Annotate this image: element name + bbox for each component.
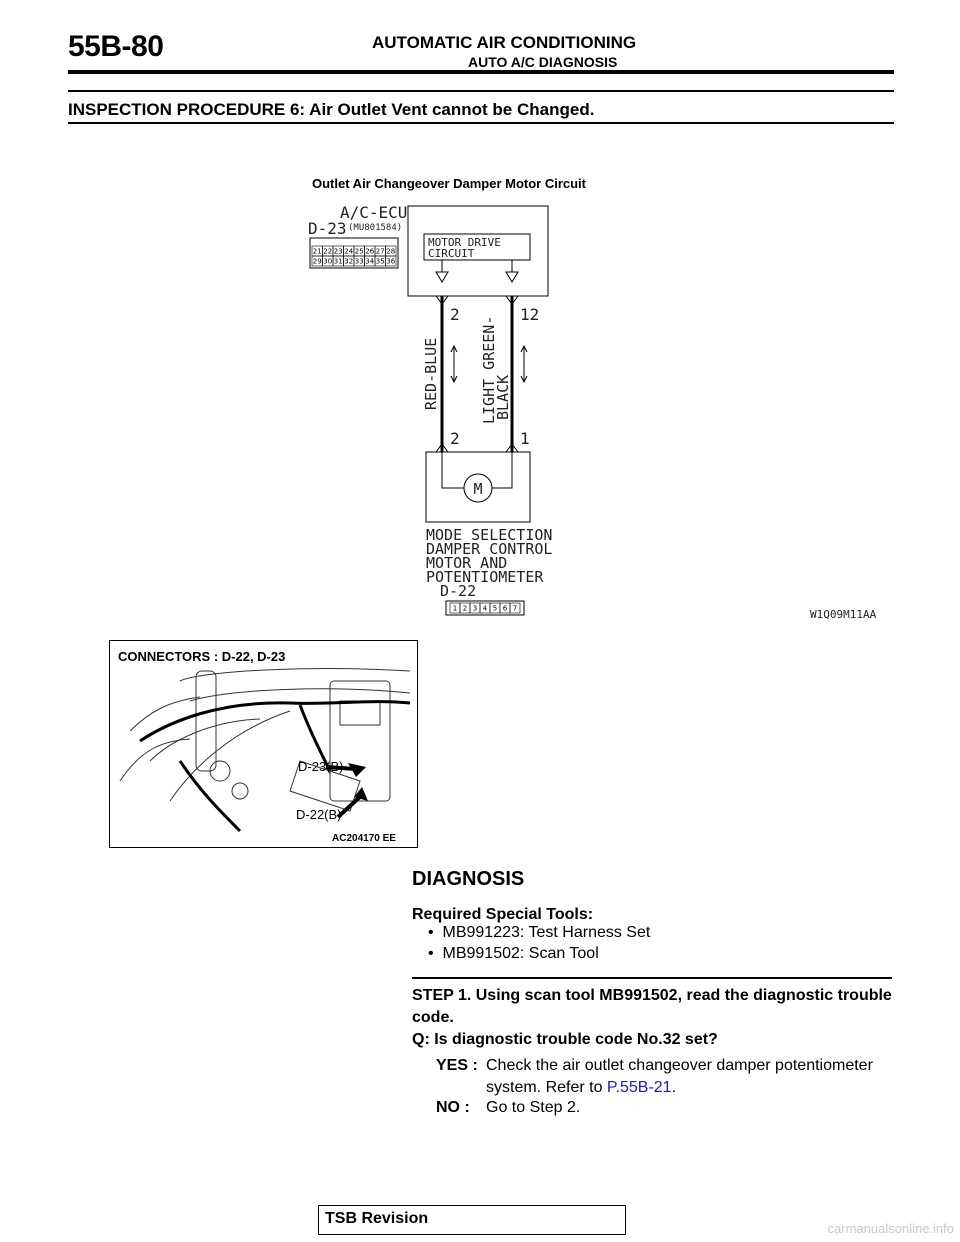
answer-yes-key: YES : <box>436 1057 478 1074</box>
motor-label-1: MODE SELECTION <box>426 526 553 544</box>
tsb-revision-box <box>318 1205 626 1235</box>
ecu-pin-label: 24 <box>344 247 354 256</box>
ecu-pin-label: 29 <box>312 257 322 266</box>
ecu-pin-label: 36 <box>386 257 396 266</box>
ecu-pin-label: 28 <box>386 247 396 256</box>
ecu-pin-label: 34 <box>365 257 375 266</box>
section-title: AUTOMATIC AIR CONDITIONING <box>372 33 637 52</box>
procedure-rule-bottom <box>68 122 894 124</box>
ref-link[interactable]: P.55B-21 <box>606 1079 672 1096</box>
motor-connector-label: D-22 <box>440 582 477 600</box>
pin-ecu-right: 12 <box>520 305 540 324</box>
motor-pin-label: 2 <box>462 604 468 613</box>
motor-label-4: POTENTIOMETER <box>426 568 544 586</box>
answer-no-text: Go to Step 2. <box>486 1099 581 1116</box>
pin-ecu-left: 2 <box>450 305 460 324</box>
wire-label-lgb-1: LIGHT GREEN- <box>480 315 498 424</box>
pin-motor-left: 2 <box>450 429 460 448</box>
motor-label-3: MOTOR AND <box>426 554 508 572</box>
photo-caption: CONNECTORS : D-22, D-23 <box>118 649 286 664</box>
ecu-pin-label: 21 <box>312 247 322 256</box>
ecu-pin-label: 32 <box>344 257 354 266</box>
ecu-pin-label: 22 <box>323 247 333 256</box>
ecu-pin-label: 30 <box>323 257 333 266</box>
ecu-pin-label: 27 <box>375 247 385 256</box>
answer-no-key: NO : <box>436 1099 470 1116</box>
ecu-pin-label: 33 <box>354 257 364 266</box>
page-code: 55B-80 <box>68 30 164 63</box>
step1-title: STEP 1. Using scan tool MB991502, read the diagnostic trouble code. <box>412 987 892 1026</box>
required-tools-heading: Required Special Tools: <box>412 906 594 923</box>
motor-pin-label: 3 <box>472 604 478 613</box>
motor-pin-label: 4 <box>482 604 488 613</box>
answer-yes-text: Check the air outlet changeover damper potentiometer system. Refer to P.55B-21. <box>486 1057 873 1096</box>
section-subtitle: AUTO A/C DIAGNOSIS <box>468 54 618 70</box>
header-rule <box>68 70 894 74</box>
motor-pin-label: 7 <box>512 604 518 613</box>
motor-drive-label-1: MOTOR DRIVE <box>428 236 501 249</box>
circuit-figure-title: Outlet Air Changeover Damper Motor Circuit <box>312 176 586 191</box>
photo-figure-code: AC204170 EE <box>332 833 396 844</box>
ecu-pin-label: 23 <box>333 247 343 256</box>
pin-motor-right: 1 <box>520 429 530 448</box>
motor-pin-label: 1 <box>452 604 458 613</box>
connector-location-figure <box>109 640 418 848</box>
ecu-part: (MU801584) <box>348 223 403 233</box>
step-rule <box>412 977 892 979</box>
ecu-pin-label: 26 <box>365 247 375 256</box>
procedure-rule-top <box>68 90 894 92</box>
svg-text:M: M <box>473 480 483 498</box>
procedure-title: INSPECTION PROCEDURE 6: Air Outlet Vent cannot be Changed. <box>68 100 595 119</box>
tool-item: • MB991502: Scan Tool <box>428 945 599 962</box>
ecu-pin-label: 25 <box>354 247 364 256</box>
watermark: carmanualsonline.info <box>827 1221 954 1236</box>
tsb-revision-label: TSB Revision <box>325 1210 429 1227</box>
ecu-pin-label: 31 <box>333 257 343 266</box>
motor-drive-label-2: CIRCUIT <box>428 247 475 260</box>
ecu-label: A/C-ECU <box>340 203 408 222</box>
ecu-connector: D-23 <box>308 219 347 238</box>
wire-label-lgb-2: BLACK <box>494 374 512 420</box>
motor-pin-label: 6 <box>502 604 508 613</box>
tool-item: • MB991223: Test Harness Set <box>428 924 651 941</box>
ecu-pin-label: 35 <box>375 257 385 266</box>
diagnosis-heading: DIAGNOSIS <box>412 868 525 890</box>
question: Q: Is diagnostic trouble code No.32 set? <box>412 1031 718 1048</box>
wire-label-red-blue: RED-BLUE <box>422 337 440 410</box>
circuit-figure-code: W1Q09M11AA <box>810 608 877 621</box>
motor-label-2: DAMPER CONTROL <box>426 540 553 558</box>
motor-pin-label: 5 <box>492 604 498 613</box>
label-d23: D-23(B) <box>298 759 344 774</box>
label-d22: D-22(B) <box>296 807 342 822</box>
circuit-diagram <box>300 196 900 626</box>
